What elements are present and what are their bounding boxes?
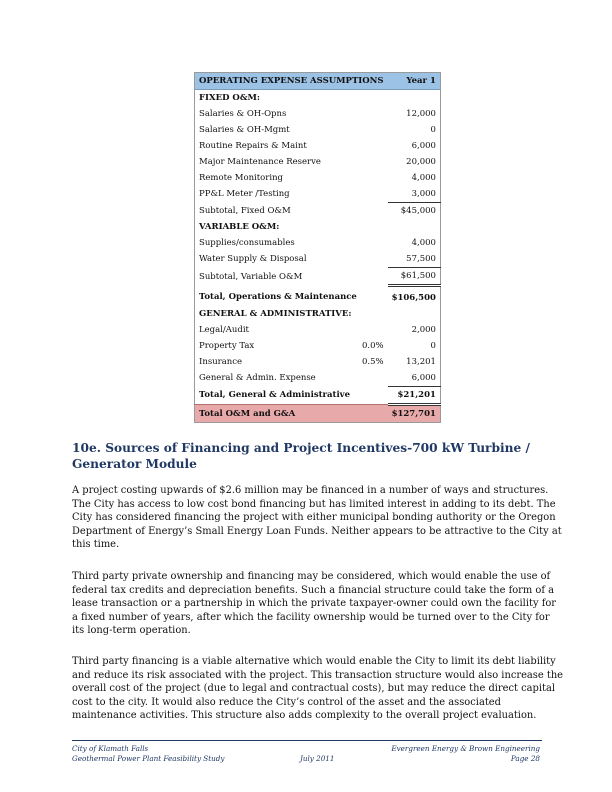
- footer-authors: Evergreen Energy & Brown Engineering: [391, 744, 540, 753]
- row-label: Property Tax: [199, 341, 255, 351]
- row-value: 12,000: [406, 109, 436, 119]
- section-heading: 10e. Sources of Financing and Project Incentives-700 kW Turbine / Generator Module: [72, 441, 530, 471]
- row-value: 4,000: [411, 173, 436, 183]
- grand-total-row: [195, 405, 441, 423]
- row-value: 6,000: [411, 141, 436, 151]
- row-label: Insurance: [199, 357, 243, 367]
- table-row: [195, 154, 441, 170]
- total-om-label: Total, Operations & Maintenance: [199, 292, 357, 303]
- row-value: 6,000: [388, 370, 441, 387]
- grand-total-label: Total O&M and G&A: [195, 405, 388, 423]
- row-percent: 0.5%: [361, 357, 384, 367]
- table-row: [195, 251, 441, 268]
- table-row: [195, 235, 441, 251]
- row-label: General & Admin. Expense: [199, 373, 316, 384]
- footer-divider: [72, 740, 542, 741]
- row-value: 0: [430, 341, 436, 351]
- table-header-label: OPERATING EXPENSE ASSUMPTIONS: [195, 73, 388, 90]
- total-ga-label: Total, General & Administrative: [199, 390, 351, 401]
- table-row: [195, 106, 441, 122]
- table-row: [195, 370, 441, 387]
- row-label: Salaries & OH-Opns: [199, 109, 287, 119]
- subtotal-value: $45,000: [400, 206, 436, 216]
- subtotal-value: $61,500: [388, 268, 441, 286]
- row-percent: 0.0%: [361, 341, 384, 351]
- row-value: 2,000: [411, 325, 436, 335]
- row-label: Supplies/consumables: [199, 238, 295, 248]
- total-om-value: $106,500: [391, 293, 436, 303]
- table-row: [195, 338, 441, 354]
- footer-study-title: Geothermal Power Plant Feasibility Study: [72, 754, 225, 763]
- table-row: [195, 122, 441, 138]
- variable-section-header: VARIABLE O&M:: [199, 222, 280, 232]
- footer-right: [391, 744, 540, 764]
- ga-section-row: [195, 306, 441, 322]
- page-number: Page 28: [510, 754, 540, 763]
- row-label: Salaries & OH-Mgmt: [199, 125, 290, 135]
- footer-client: City of Klamath Falls: [72, 744, 149, 753]
- subtotal-row: [195, 203, 441, 220]
- row-label: Water Supply & Disposal: [199, 254, 307, 265]
- table-header-year: Year 1: [388, 73, 441, 90]
- footer-left: [72, 744, 224, 764]
- subtotal-label: Subtotal, Variable O&M: [199, 271, 303, 282]
- row-value: 57,500: [388, 251, 441, 268]
- fixed-section-row: [195, 90, 441, 107]
- row-label: Remote Monitoring: [199, 173, 283, 183]
- table-row: [195, 186, 441, 203]
- total-ga-value: $21,201: [388, 387, 441, 405]
- total-om-row: [195, 286, 441, 307]
- variable-section-row: [195, 219, 441, 235]
- paragraph-third-party-ownership: Third party private ownership and financing may be considered, which would enable the use of federal tax credits and depreciation benefits. Such a financial structure could take the form of a lease transaction or a partnership in which the private taxpayer-owner could own the facility for a fixed number of years, after which the facility ownership would be turned over to the City for its long-term operation.: [72, 571, 557, 637]
- table-row: [195, 138, 441, 154]
- table-row: [195, 170, 441, 186]
- paragraph-third-party-financing: Third party financing is a viable alternative which would enable the City to limit its debt liability and reduce its risk associated with the project. This transaction structure would also increase the overall cost of the project (due to legal and contractual costs), but may reduce the direct capital cost to the city. It would also reduce the City’s control of the asset and the associated maintenance activities. This structure also adds complexity to the overall project evaluation.: [72, 656, 564, 722]
- table-row: [195, 322, 441, 338]
- total-ga-row: [195, 387, 441, 405]
- subtotal-label: Subtotal, Fixed O&M: [199, 205, 291, 216]
- row-percent: [346, 322, 388, 338]
- row-value: 3,000: [388, 186, 441, 203]
- table-header-row: [195, 73, 441, 90]
- row-label: PP&L Meter /Testing: [199, 189, 290, 200]
- paragraph-financing-options: A project costing upwards of $2.6 million may be financed in a number of ways and structures. The City has access to low cost bond financing but has limited interest in adding to its debt. The City has considered financing the project with either municipal bonding authority or the Oregon Department of Energy’s Small Energy Loan Funds. Neither appears to be attractive to the City at this time.: [72, 485, 562, 551]
- subtotal-row: [195, 268, 441, 286]
- fixed-section-header: FIXED O&M:: [199, 93, 261, 103]
- row-value: 13,201: [406, 357, 436, 367]
- row-label: Legal/Audit: [199, 325, 249, 335]
- row-value: 4,000: [411, 238, 436, 248]
- operating-expense-table: [194, 72, 441, 423]
- row-label: Major Maintenance Reserve: [199, 157, 321, 167]
- row-value: 0: [430, 125, 436, 135]
- row-label: Routine Repairs & Maint: [199, 141, 307, 151]
- table-row: [195, 354, 441, 370]
- grand-total-value: $127,701: [388, 405, 441, 423]
- row-value: 20,000: [406, 157, 436, 167]
- ga-section-header: GENERAL & ADMINISTRATIVE:: [199, 309, 352, 319]
- row-percent: [346, 370, 388, 387]
- footer-date: July 2011: [300, 754, 335, 763]
